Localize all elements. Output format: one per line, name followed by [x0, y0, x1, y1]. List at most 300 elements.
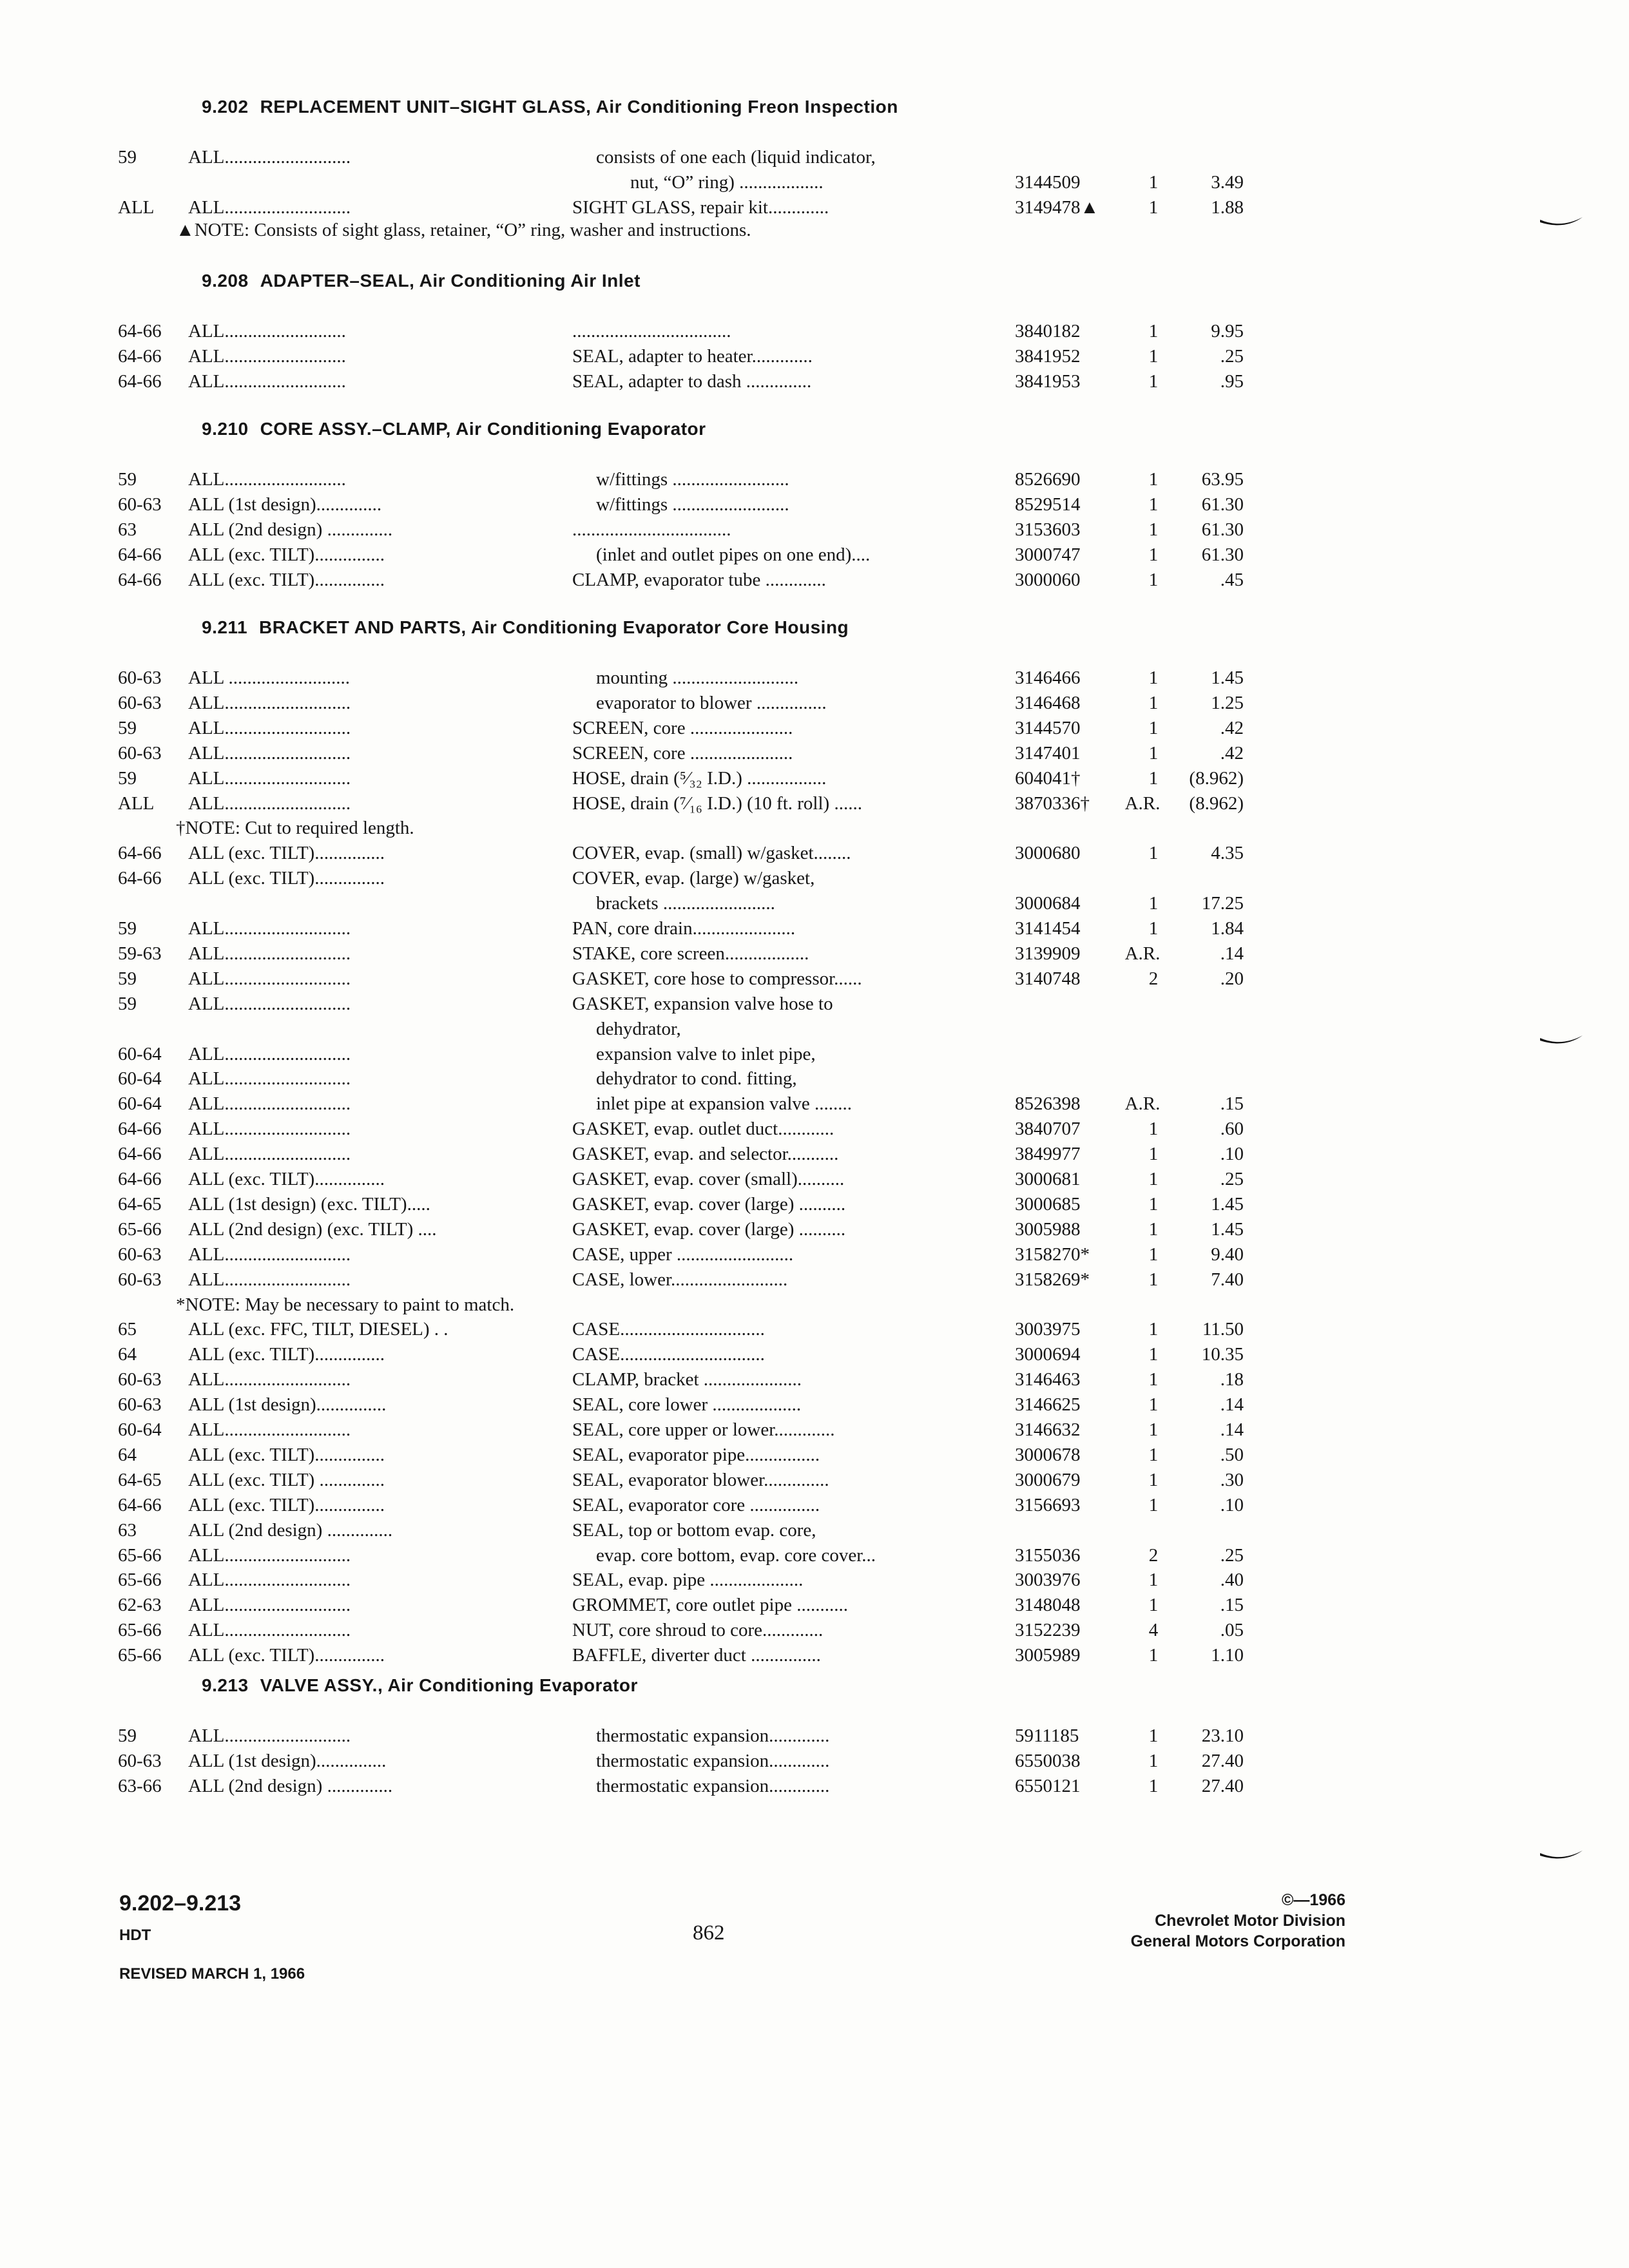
- description-cell: COVER, evap. (small) w/gasket........: [572, 843, 851, 864]
- table-row: [0, 693, 1629, 717]
- price-cell: .40: [1220, 1570, 1244, 1591]
- price-cell: .25: [1220, 1544, 1244, 1566]
- model-cell: ALL (exc. TILT)...............: [188, 1645, 385, 1666]
- price-cell: .42: [1220, 742, 1244, 764]
- model-cell: ALL...........................: [188, 943, 351, 964]
- part-number-cell: 3139909: [1015, 943, 1081, 964]
- part-number-cell: 3153603: [1015, 519, 1081, 540]
- quantity-cell: A.R.: [1124, 1093, 1161, 1115]
- quantity-cell: 1: [1148, 1344, 1159, 1365]
- description-cell: expansion valve to inlet pipe,: [596, 1043, 816, 1064]
- section-heading: [202, 419, 706, 439]
- description-cell: SEAL, core upper or lower.............: [572, 1419, 835, 1440]
- model-cell: ALL...........................: [188, 1725, 351, 1746]
- section-heading: [202, 97, 898, 117]
- model-cell: ALL...........................: [188, 1620, 351, 1641]
- footer-copyright: ©—1966: [1281, 1891, 1345, 1909]
- year-cell: 59: [118, 147, 137, 168]
- quantity-cell: 4: [1148, 1620, 1159, 1641]
- description-cell: BAFFLE, diverter duct ...............: [572, 1645, 821, 1666]
- quantity-cell: 1: [1148, 767, 1159, 789]
- page-number: 862: [693, 1921, 725, 1945]
- table-row: [0, 1470, 1629, 1494]
- year-cell: 59: [118, 918, 137, 939]
- part-number-cell: 3146463: [1015, 1369, 1081, 1390]
- part-number-cell: 3152239: [1015, 1620, 1081, 1641]
- model-cell: ALL..........................: [188, 469, 346, 490]
- price-cell: 1.45: [1211, 1193, 1244, 1215]
- part-number-cell: 3140748: [1015, 968, 1081, 989]
- year-cell: ALL: [118, 197, 155, 218]
- quantity-cell: 1: [1148, 1444, 1159, 1465]
- quantity-cell: 1: [1148, 1645, 1159, 1666]
- table-row: [0, 718, 1629, 742]
- model-cell: ALL (exc. TILT)...............: [188, 1494, 385, 1515]
- model-cell: ALL...........................: [188, 1595, 351, 1616]
- part-number-cell: 3000681: [1015, 1169, 1081, 1189]
- price-cell: 1.10: [1211, 1645, 1244, 1666]
- model-cell: ALL (exc. TILT)...............: [188, 843, 385, 864]
- part-number-cell: 3158270*: [1015, 1244, 1090, 1265]
- description-cell: w/fittings .........................: [596, 494, 789, 515]
- price-cell: 63.95: [1201, 469, 1244, 490]
- description-cell: CASE, lower.........................: [572, 1269, 788, 1290]
- description-cell: STAKE, core screen..................: [572, 943, 809, 964]
- year-cell: 63-66: [118, 1775, 162, 1796]
- description-cell: SCREEN, core ......................: [572, 717, 793, 738]
- quantity-cell: 1: [1148, 1244, 1159, 1265]
- price-cell: .14: [1220, 1394, 1244, 1416]
- part-number-cell: 3000060: [1015, 569, 1081, 590]
- price-cell: 27.40: [1201, 1750, 1244, 1771]
- model-cell: ALL (1st design) (exc. TILT).....: [188, 1193, 430, 1215]
- description-cell: HOSE, drain (⁵⁄₃₂ I.D.) .................: [572, 767, 827, 789]
- year-cell: 60-63: [118, 668, 162, 688]
- description-cell: SEAL, evaporator blower..............: [572, 1469, 829, 1490]
- model-cell: ALL..........................: [188, 370, 346, 392]
- price-cell: .05: [1220, 1620, 1244, 1641]
- quantity-cell: 1: [1148, 1775, 1159, 1796]
- section-title: CORE ASSY.–CLAMP, Air Conditioning Evaporator: [260, 419, 706, 439]
- price-cell: 1.45: [1211, 668, 1244, 688]
- year-cell: 65-66: [118, 1570, 162, 1591]
- footnote: *NOTE: May be necessary to paint to match.: [176, 1294, 515, 1315]
- model-cell: ALL...........................: [188, 1119, 351, 1140]
- description-cell: COVER, evap. (large) w/gasket,: [572, 868, 815, 889]
- year-cell: 64-66: [118, 1119, 162, 1140]
- description-cell: GASKET, evap. and selector...........: [572, 1144, 839, 1165]
- description-cell: CLAMP, bracket .....................: [572, 1369, 802, 1390]
- part-number-cell: 3149478▲: [1015, 197, 1099, 218]
- model-cell: ALL...........................: [188, 993, 351, 1014]
- quantity-cell: 1: [1148, 843, 1159, 864]
- quantity-cell: 1: [1148, 1750, 1159, 1771]
- year-cell: 60-64: [118, 1068, 162, 1090]
- year-cell: 65-66: [118, 1645, 162, 1666]
- year-cell: 64-66: [118, 544, 162, 565]
- quantity-cell: 1: [1148, 1369, 1159, 1390]
- year-cell: 60-63: [118, 1369, 162, 1390]
- quantity-cell: 1: [1148, 469, 1159, 490]
- table-row: [0, 1394, 1629, 1419]
- year-cell: 59-63: [118, 943, 162, 964]
- description-cell: GASKET, evap. cover (large) ..........: [572, 1193, 846, 1215]
- year-cell: 64: [118, 1344, 137, 1365]
- quantity-cell: 1: [1148, 692, 1159, 713]
- part-number-cell: 3870336†: [1015, 793, 1090, 814]
- description-cell: w/fittings .........................: [596, 469, 789, 490]
- year-cell: 60-64: [118, 1043, 162, 1064]
- price-cell: 61.30: [1201, 544, 1244, 565]
- year-cell: 60-64: [118, 1419, 162, 1440]
- description-cell: SEAL, evaporator pipe................: [572, 1444, 820, 1465]
- description-cell: HOSE, drain (⁷⁄₁₆ I.D.) (10 ft. roll) ......: [572, 793, 862, 814]
- quantity-cell: 1: [1148, 197, 1159, 218]
- section-title: VALVE ASSY., Air Conditioning Evaporator: [260, 1675, 638, 1695]
- description-cell: GASKET, expansion valve hose to: [572, 993, 833, 1014]
- table-row: [0, 1269, 1629, 1294]
- part-number-cell: 3146632: [1015, 1419, 1081, 1440]
- part-number-cell: 3000684: [1015, 893, 1081, 914]
- description-cell: SEAL, adapter to dash ..............: [572, 370, 812, 392]
- model-cell: ALL (exc. TILT)...............: [188, 1444, 385, 1465]
- price-cell: .20: [1220, 968, 1244, 989]
- model-cell: ALL (exc. TILT)...............: [188, 868, 385, 889]
- description-cell: evap. core bottom, evap. core cover...: [596, 1544, 876, 1566]
- section-number: 9.208: [202, 271, 249, 291]
- description-cell: evaporator to blower ...............: [596, 692, 827, 713]
- year-cell: 63: [118, 519, 137, 540]
- model-cell: ALL...........................: [188, 1068, 351, 1090]
- table-row: [0, 1119, 1629, 1143]
- part-number-cell: 3849977: [1015, 1144, 1081, 1165]
- price-cell: 27.40: [1201, 1775, 1244, 1796]
- model-cell: ALL (2nd design) ..............: [188, 1775, 393, 1796]
- description-cell: CASE...............................: [572, 1344, 765, 1365]
- part-number-cell: 3000678: [1015, 1444, 1081, 1465]
- quantity-cell: 1: [1148, 742, 1159, 764]
- year-cell: 60-63: [118, 494, 162, 515]
- section-title: BRACKET AND PARTS, Air Conditioning Evaporator Core Housing: [259, 617, 849, 637]
- table-row: [0, 494, 1629, 519]
- price-cell: 9.40: [1211, 1244, 1244, 1265]
- footer-series: HDT: [119, 1927, 151, 1944]
- price-cell: .30: [1220, 1469, 1244, 1490]
- price-cell: 1.88: [1211, 197, 1244, 218]
- part-number-cell: 3146625: [1015, 1394, 1081, 1416]
- price-cell: .18: [1220, 1369, 1244, 1390]
- description-cell: GASKET, core hose to compressor......: [572, 968, 862, 989]
- description-cell: SEAL, adapter to heater.............: [572, 345, 813, 367]
- model-cell: ALL (exc. TILT)...............: [188, 1169, 385, 1189]
- table-row: [0, 1570, 1629, 1594]
- table-row: [0, 1219, 1629, 1244]
- part-number-cell: 3158269*: [1015, 1269, 1090, 1290]
- part-number-cell: 3146468: [1015, 692, 1081, 713]
- quantity-cell: 1: [1148, 1394, 1159, 1416]
- price-cell: .25: [1220, 345, 1244, 367]
- model-cell: ALL...........................: [188, 147, 351, 168]
- price-cell: (8.962): [1189, 767, 1244, 789]
- model-cell: ALL (2nd design) (exc. TILT) ....: [188, 1218, 437, 1240]
- quantity-cell: 1: [1148, 519, 1159, 540]
- part-number-cell: 3000685: [1015, 1193, 1081, 1215]
- model-cell: ALL...........................: [188, 742, 351, 764]
- table-row: [0, 570, 1629, 594]
- model-cell: ALL...........................: [188, 1244, 351, 1265]
- table-row: [0, 1545, 1629, 1570]
- model-cell: ALL...........................: [188, 197, 351, 218]
- year-cell: 60-63: [118, 1269, 162, 1290]
- model-cell: ALL (exc. TILT)...............: [188, 1344, 385, 1365]
- table-row: [0, 1445, 1629, 1469]
- part-number-cell: 3005989: [1015, 1645, 1081, 1666]
- description-cell: PAN, core drain......................: [572, 918, 796, 939]
- model-cell: ALL...........................: [188, 1369, 351, 1390]
- table-row: [0, 197, 1629, 222]
- price-cell: 11.50: [1202, 1319, 1244, 1340]
- part-number-cell: 3155036: [1015, 1544, 1081, 1566]
- part-number-cell: 5911185: [1015, 1725, 1079, 1746]
- table-row: [0, 544, 1629, 569]
- year-cell: 60-63: [118, 742, 162, 764]
- description-cell: GASKET, evap. outlet duct............: [572, 1119, 834, 1140]
- table-row: [0, 793, 1629, 818]
- quantity-cell: 1: [1148, 1469, 1159, 1490]
- quantity-cell: 1: [1148, 1419, 1159, 1440]
- quantity-cell: 1: [1148, 171, 1159, 193]
- part-number-cell: 6550038: [1015, 1750, 1081, 1771]
- model-cell: ALL...........................: [188, 692, 351, 713]
- model-cell: ALL...........................: [188, 1419, 351, 1440]
- footer-section-range: 9.202–9.213: [119, 1891, 242, 1916]
- part-number-cell: 8526690: [1015, 469, 1081, 490]
- year-cell: 65-66: [118, 1218, 162, 1240]
- year-cell: 65-66: [118, 1544, 162, 1566]
- table-row: [0, 1093, 1629, 1118]
- price-cell: 61.30: [1201, 494, 1244, 515]
- year-cell: 59: [118, 993, 137, 1014]
- year-cell: 59: [118, 767, 137, 789]
- part-number-cell: 3003976: [1015, 1570, 1081, 1591]
- table-row: [0, 893, 1629, 918]
- quantity-cell: 1: [1148, 893, 1159, 914]
- part-number-cell: 3841953: [1015, 370, 1081, 392]
- price-cell: 10.35: [1201, 1344, 1244, 1365]
- quantity-cell: 1: [1148, 1218, 1159, 1240]
- table-row: [0, 321, 1629, 345]
- quantity-cell: 1: [1148, 1725, 1159, 1746]
- year-cell: 65-66: [118, 1620, 162, 1641]
- part-number-cell: 3000694: [1015, 1344, 1081, 1365]
- model-cell: ALL...........................: [188, 1093, 351, 1115]
- year-cell: 64-65: [118, 1469, 162, 1490]
- description-cell: thermostatic expansion.............: [596, 1725, 830, 1746]
- description-cell: SIGHT GLASS, repair kit.............: [572, 197, 829, 218]
- table-row: [0, 1751, 1629, 1775]
- part-number-cell: 6550121: [1015, 1775, 1081, 1796]
- price-cell: 9.95: [1211, 321, 1244, 341]
- table-row: [0, 346, 1629, 370]
- price-cell: 1.25: [1211, 692, 1244, 713]
- quantity-cell: 1: [1148, 544, 1159, 565]
- table-row: [0, 668, 1629, 692]
- price-cell: .60: [1220, 1119, 1244, 1140]
- price-cell: 1.84: [1211, 918, 1244, 939]
- part-number-cell: 3000680: [1015, 843, 1081, 864]
- description-cell: nut, “O” ring) ..................: [630, 171, 824, 193]
- quantity-cell: 1: [1148, 321, 1159, 341]
- year-cell: 64-66: [118, 843, 162, 864]
- table-row: [0, 1725, 1629, 1750]
- part-number-cell: 3841952: [1015, 345, 1081, 367]
- table-row: [0, 743, 1629, 767]
- year-cell: 64-66: [118, 321, 162, 341]
- year-cell: 60-63: [118, 1750, 162, 1771]
- description-cell: ..................................: [572, 519, 731, 540]
- table-row: [0, 147, 1629, 171]
- year-cell: 60-64: [118, 1093, 162, 1115]
- table-row: [0, 1776, 1629, 1800]
- margin-mark: [1539, 1849, 1584, 1863]
- table-row: [0, 469, 1629, 494]
- model-cell: ALL (exc. TILT) ..............: [188, 1469, 385, 1490]
- year-cell: 64-66: [118, 1169, 162, 1189]
- model-cell: ALL ..........................: [188, 668, 351, 688]
- quantity-cell: 1: [1148, 717, 1159, 738]
- table-row: [0, 1194, 1629, 1218]
- quantity-cell: 1: [1148, 918, 1159, 939]
- year-cell: 64: [118, 1444, 137, 1465]
- year-cell: 60-63: [118, 1244, 162, 1265]
- price-cell: .95: [1220, 370, 1244, 392]
- table-row: [0, 968, 1629, 993]
- model-cell: ALL..........................: [188, 345, 346, 367]
- model-cell: ALL..........................: [188, 321, 346, 341]
- year-cell: 64-66: [118, 370, 162, 392]
- description-cell: CASE...............................: [572, 1319, 765, 1340]
- table-row: [0, 1419, 1629, 1444]
- table-row: [0, 843, 1629, 867]
- table-row: [0, 371, 1629, 396]
- description-cell: GROMMET, core outlet pipe ...........: [572, 1595, 848, 1616]
- price-cell: .10: [1220, 1494, 1244, 1515]
- part-number-cell: 3147401: [1015, 742, 1081, 764]
- part-number-cell: 3840707: [1015, 1119, 1081, 1140]
- section-number: 9.211: [202, 617, 248, 637]
- price-cell: 4.35: [1211, 843, 1244, 864]
- table-row: [0, 1068, 1629, 1093]
- description-cell: dehydrator to cond. fitting,: [596, 1068, 797, 1090]
- quantity-cell: 1: [1148, 1144, 1159, 1165]
- description-cell: SEAL, evap. pipe ....................: [572, 1570, 804, 1591]
- year-cell: 63: [118, 1519, 137, 1541]
- footer-revised: REVISED MARCH 1, 1966: [119, 1965, 305, 1983]
- description-cell: GASKET, evap. cover (small)..........: [572, 1169, 845, 1189]
- quantity-cell: 1: [1148, 1595, 1159, 1616]
- section-heading: [202, 617, 849, 638]
- table-row: [0, 943, 1629, 968]
- year-cell: 64-66: [118, 569, 162, 590]
- year-cell: 64-66: [118, 1144, 162, 1165]
- description-cell: CASE, upper .........................: [572, 1244, 794, 1265]
- year-cell: 64-66: [118, 345, 162, 367]
- model-cell: ALL...........................: [188, 793, 351, 814]
- year-cell: 59: [118, 968, 137, 989]
- price-cell: .50: [1220, 1444, 1244, 1465]
- description-cell: CLAMP, evaporator tube .............: [572, 569, 826, 590]
- section-number: 9.210: [202, 419, 249, 439]
- description-cell: (inlet and outlet pipes on one end)....: [596, 544, 871, 565]
- price-cell: 3.49: [1211, 171, 1244, 193]
- footer-corporation: General Motors Corporation: [1130, 1932, 1345, 1950]
- quantity-cell: 1: [1148, 494, 1159, 515]
- table-row: [0, 1044, 1629, 1068]
- model-cell: ALL...........................: [188, 1269, 351, 1290]
- quantity-cell: 1: [1148, 1319, 1159, 1340]
- description-cell: ..................................: [572, 321, 731, 341]
- table-row: [0, 1244, 1629, 1269]
- price-cell: .14: [1220, 943, 1244, 964]
- year-cell: 59: [118, 469, 137, 490]
- model-cell: ALL (1st design)..............: [188, 494, 382, 515]
- table-row: [0, 1645, 1629, 1669]
- section-title: REPLACEMENT UNIT–SIGHT GLASS, Air Conditioning Freon Inspection: [260, 97, 898, 117]
- footer-division: Chevrolet Motor Division: [1155, 1912, 1345, 1930]
- table-row: [0, 768, 1629, 793]
- table-row: [0, 1344, 1629, 1369]
- part-number-cell: 3000747: [1015, 544, 1081, 565]
- price-cell: 7.40: [1211, 1269, 1244, 1290]
- price-cell: 61.30: [1201, 519, 1244, 540]
- quantity-cell: 2: [1148, 968, 1159, 989]
- description-cell: mounting ...........................: [596, 668, 799, 688]
- table-row: [0, 1169, 1629, 1193]
- table-row: [0, 1520, 1629, 1544]
- quantity-cell: 1: [1148, 1494, 1159, 1515]
- model-cell: ALL...........................: [188, 1544, 351, 1566]
- section-heading: [202, 271, 641, 291]
- table-row: [0, 172, 1629, 197]
- table-row: [0, 1495, 1629, 1519]
- model-cell: ALL (2nd design) ..............: [188, 519, 393, 540]
- model-cell: ALL...........................: [188, 968, 351, 989]
- quantity-cell: 2: [1148, 1544, 1159, 1566]
- model-cell: ALL...........................: [188, 918, 351, 939]
- table-row: [0, 1595, 1629, 1619]
- table-row: [0, 1019, 1629, 1043]
- quantity-cell: 1: [1148, 370, 1159, 392]
- description-cell: SEAL, core lower ...................: [572, 1394, 802, 1416]
- description-cell: thermostatic expansion.............: [596, 1775, 830, 1796]
- part-number-cell: 3003975: [1015, 1319, 1081, 1340]
- table-row: [0, 1319, 1629, 1343]
- quantity-cell: 1: [1148, 1570, 1159, 1591]
- part-number-cell: 3141454: [1015, 918, 1081, 939]
- description-cell: NUT, core shroud to core.............: [572, 1620, 824, 1641]
- price-cell: .42: [1220, 717, 1244, 738]
- model-cell: ALL (2nd design) ..............: [188, 1519, 393, 1541]
- table-row: [0, 1369, 1629, 1394]
- model-cell: ALL...........................: [188, 1144, 351, 1165]
- description-cell: brackets ........................: [596, 893, 775, 914]
- model-cell: ALL...........................: [188, 767, 351, 789]
- model-cell: ALL (exc. TILT)...............: [188, 569, 385, 590]
- model-cell: ALL...........................: [188, 717, 351, 738]
- part-number-cell: 8529514: [1015, 494, 1081, 515]
- quantity-cell: 1: [1148, 569, 1159, 590]
- price-cell: 17.25: [1201, 893, 1244, 914]
